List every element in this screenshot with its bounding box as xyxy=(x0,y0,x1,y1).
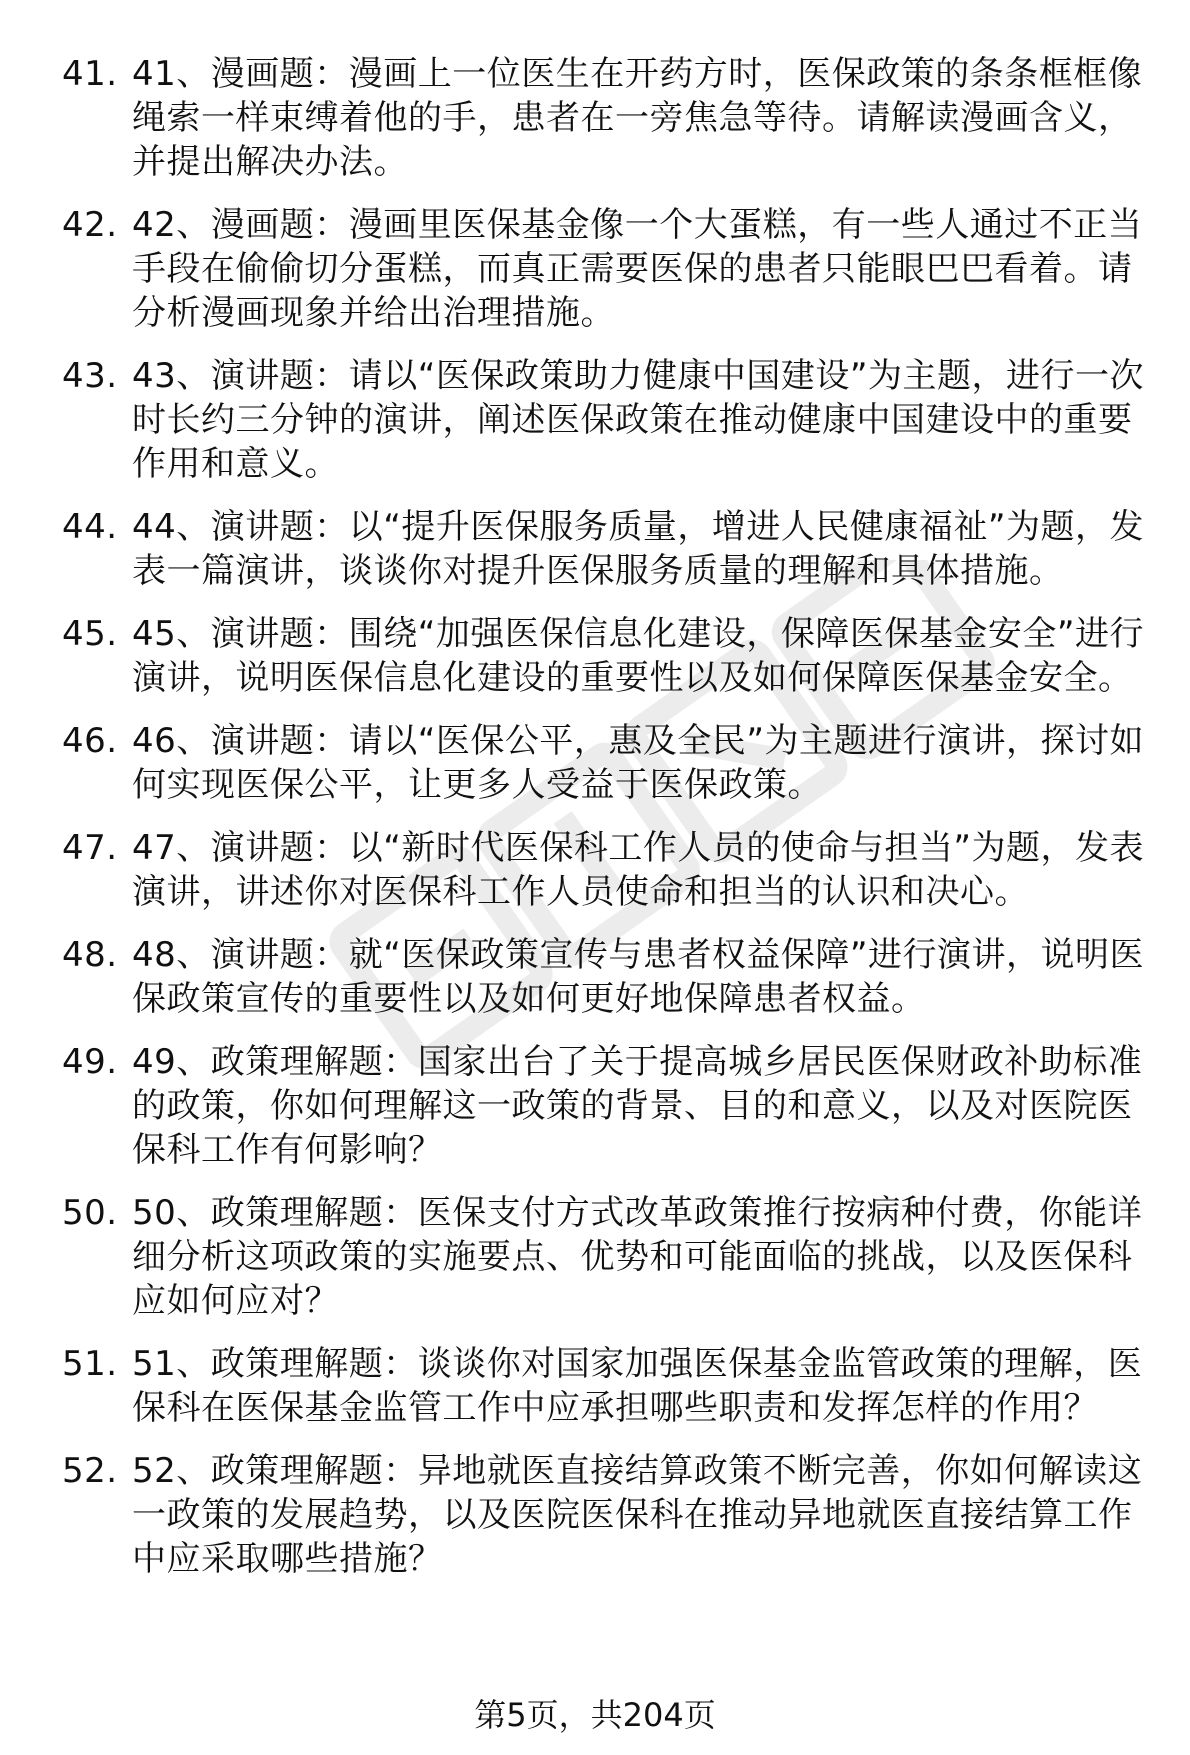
question-number: 52. xyxy=(62,1451,118,1491)
question-number: 43. xyxy=(62,356,118,396)
question-number: 48. xyxy=(62,935,118,975)
question-text: 44、演讲题：以“提升医保服务质量，增进人民健康福祉”为题，发表一篇演讲，谈谈你对提升医保服务质量的理解和具体措施。 xyxy=(132,507,1144,591)
question-text: 49、政策理解题：国家出台了关于提高城乡居民医保财政补助标准的政策，你如何理解这一政策的背景、目的和意义，以及对医院医保科工作有何影响？ xyxy=(132,1042,1143,1170)
question-item xyxy=(62,1449,1152,1581)
question-item xyxy=(62,52,1152,184)
question-list xyxy=(62,52,1152,1600)
question-text: 48、演讲题：就“医保政策宣传与患者权益保障”进行演讲，说明医保政策宣传的重要性以及如何更好地保障患者权益。 xyxy=(132,935,1144,1019)
question-text: 42、漫画题：漫画里医保基金像一个大蛋糕，有一些人通过不正当手段在偷偷切分蛋糕，而真正需要医保的患者只能眼巴巴看着。请分析漫画现象并给出治理措施。 xyxy=(132,205,1143,333)
question-text: 41、漫画题：漫画上一位医生在开药方时，医保政策的条条框框像绳索一样束缚着他的手，患者在一旁焦急等待。请解读漫画含义，并提出解决办法。 xyxy=(132,54,1143,182)
page-number-footer: 第5页，共204页 xyxy=(474,1696,716,1734)
question-item xyxy=(62,505,1152,593)
question-number: 49. xyxy=(62,1042,118,1082)
question-number: 50. xyxy=(62,1193,118,1233)
question-item xyxy=(62,354,1152,486)
question-number: 46. xyxy=(62,721,118,761)
question-number: 41. xyxy=(62,54,118,94)
question-number: 44. xyxy=(62,507,118,547)
question-number: 51. xyxy=(62,1344,118,1384)
question-number: 47. xyxy=(62,828,118,868)
question-item xyxy=(62,1040,1152,1172)
question-number: 45. xyxy=(62,614,118,654)
question-text: 52、政策理解题：异地就医直接结算政策不断完善，你如何解读这一政策的发展趋势，以及医院医保科在推动异地就医直接结算工作中应采取哪些措施？ xyxy=(132,1451,1143,1579)
question-item xyxy=(62,719,1152,807)
question-text: 43、演讲题：请以“医保政策助力健康中国建设”为主题，进行一次时长约三分钟的演讲，阐述医保政策在推动健康中国建设中的重要作用和意义。 xyxy=(132,356,1144,484)
question-text: 45、演讲题：围绕“加强医保信息化建设，保障医保基金安全”进行演讲，说明医保信息化建设的重要性以及如何保障医保基金安全。 xyxy=(132,614,1144,698)
question-item xyxy=(62,933,1152,1021)
question-item xyxy=(62,1191,1152,1323)
question-item xyxy=(62,203,1152,335)
question-text: 50、政策理解题：医保支付方式改革政策推行按病种付费，你能详细分析这项政策的实施要点、优势和可能面临的挑战，以及医保科应如何应对？ xyxy=(132,1193,1143,1321)
question-text: 51、政策理解题：谈谈你对国家加强医保基金监管政策的理解，医保科在医保基金监管工作中应承担哪些职责和发挥怎样的作用？ xyxy=(132,1344,1143,1428)
question-text: 46、演讲题：请以“医保公平，惠及全民”为主题进行演讲，探讨如何实现医保公平，让更多人受益于医保政策。 xyxy=(132,721,1144,805)
question-text: 47、演讲题：以“新时代医保科工作人员的使命与担当”为题，发表演讲，讲述你对医保科工作人员使命和担当的认识和决心。 xyxy=(132,828,1144,912)
question-number: 42. xyxy=(62,205,118,245)
question-item xyxy=(62,826,1152,914)
question-item xyxy=(62,1342,1152,1430)
question-item xyxy=(62,612,1152,700)
